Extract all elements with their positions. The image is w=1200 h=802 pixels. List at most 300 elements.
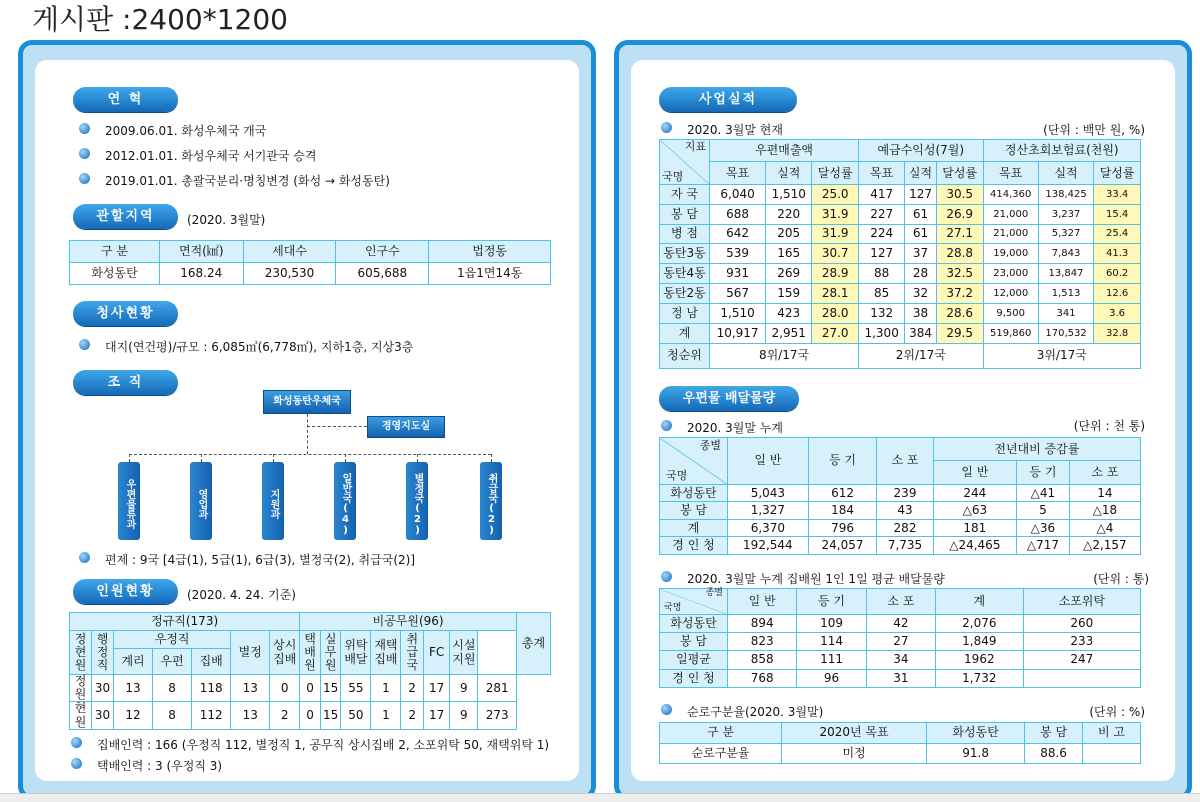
deliv-row	[660, 519, 1141, 537]
perf-row-cell: 3.6	[1094, 303, 1141, 323]
deliv-row-cell: 43	[877, 502, 933, 520]
avg-row-cell: 247	[1023, 651, 1140, 669]
perf-row-cell: 2,951	[766, 323, 812, 343]
staff-header: 인원현황	[73, 579, 178, 604]
perf-row	[660, 184, 1141, 204]
history-item: 2009.06.01. 화성우체국 개국	[79, 122, 266, 139]
staff-th: 계리	[114, 649, 153, 675]
perf-row-cell: 28.0	[812, 303, 859, 323]
perf-row-cell: 414,360	[983, 184, 1038, 204]
avg-row-cell: 일평균	[660, 651, 728, 669]
deliv-row-cell: 24,057	[808, 537, 877, 555]
perf-row-cell: 32.8	[1094, 323, 1141, 343]
perf-row-cell: 127	[859, 244, 905, 264]
deliv-row-cell: 계	[660, 519, 728, 537]
perf-row-cell: 37.2	[936, 284, 983, 304]
perf-row-cell: 159	[766, 284, 812, 304]
deliv-corner-bottom: 국명	[666, 468, 688, 482]
perf-row-cell: 41.3	[1094, 244, 1141, 264]
perf-row-cell: 12.6	[1094, 284, 1141, 304]
org-line	[307, 414, 308, 454]
perf-row-cell: 봉 담	[660, 204, 710, 224]
deliv-row-cell: 5	[1016, 502, 1069, 520]
perf-row-cell: 15.4	[1094, 204, 1141, 224]
avg-row-cell: 27	[866, 633, 935, 651]
area-th: 인구수	[336, 241, 429, 263]
perf-row-cell: 동탄4동	[660, 264, 710, 284]
org-header: 조 직	[73, 370, 178, 395]
route-th: 봉 담	[1025, 723, 1083, 744]
staff-th: 시설지원	[450, 631, 478, 675]
staff-td: 2	[401, 675, 424, 702]
staff-td: 0	[270, 675, 300, 702]
perf-row-cell: 자 국	[660, 184, 710, 204]
deliv-row-cell: 7,735	[877, 537, 933, 555]
staff-td: 2	[401, 702, 424, 729]
route-table	[659, 722, 1141, 764]
perf-sub: 목표	[859, 162, 905, 184]
perf-row-cell: 60.2	[1094, 264, 1141, 284]
area-th: 구 분	[70, 241, 160, 263]
avg-row-cell	[1023, 669, 1140, 687]
perf-row-cell: 37	[905, 244, 937, 264]
perf-row-cell: 127	[905, 184, 937, 204]
staff-th: 재택집배	[371, 631, 401, 675]
perf-row-cell: 동탄3동	[660, 244, 710, 264]
avg-row-cell: 1962	[936, 651, 1024, 669]
avg-row-cell: 2,076	[936, 614, 1024, 632]
avg-row-cell: 858	[728, 651, 797, 669]
perf-group: 우편매출액	[710, 140, 859, 162]
perf-rank: 8위/17국	[710, 343, 859, 368]
perf-rank: 2위/17국	[859, 343, 983, 368]
org-unit: 일반국(4)	[334, 462, 356, 540]
perf-row-cell: 224	[859, 224, 905, 244]
perf-row-cell: 3,237	[1038, 204, 1093, 224]
perf-date: 2020. 3월말 현재	[661, 121, 783, 138]
perf-row-cell: 170,532	[1038, 323, 1093, 343]
perf-row-cell: 567	[710, 284, 766, 304]
area-td: 168.24	[160, 263, 244, 285]
deliv-corner-top: 종별	[699, 439, 721, 452]
deliv-row	[660, 502, 1141, 520]
avg-row-cell: 768	[728, 669, 797, 687]
avg-row-cell: 경 인 청	[660, 669, 728, 687]
perf-row	[660, 284, 1141, 304]
staff-th: 상시집배	[270, 631, 300, 675]
perf-row-cell: 132	[859, 303, 905, 323]
perf-sub: 목표	[983, 162, 1038, 184]
staff-th: 집배	[192, 649, 231, 675]
org-note: 편제 : 9국 [4급(1), 5급(1), 6급(3), 별정국(2), 취급국(2)]	[79, 551, 415, 568]
staff-td: 현원	[70, 702, 92, 729]
deliv-row-cell: 181	[933, 519, 1016, 537]
perf-row-cell: 21,000	[983, 204, 1038, 224]
perf-row-cell: 61	[905, 224, 937, 244]
perf-row-cell: 539	[710, 244, 766, 264]
staff-td: 8	[153, 675, 192, 702]
staff-td: 12	[114, 702, 153, 729]
area-header: 관할지역	[73, 204, 178, 229]
perf-sub: 달성률	[1094, 162, 1141, 184]
perf-row-cell: 28.8	[936, 244, 983, 264]
deliv-row-cell: 경 인 청	[660, 537, 728, 555]
perf-rank-label: 청순위	[660, 343, 710, 368]
staff-th: 우정직	[114, 631, 231, 649]
avg-row	[660, 633, 1141, 651]
deliv-th: 등 기	[1016, 461, 1069, 484]
staff-th: 택배원	[300, 631, 321, 675]
avg-row-cell: 96	[797, 669, 866, 687]
staff-td: 8	[153, 702, 192, 729]
left-panel-inner	[35, 60, 579, 781]
perf-row-cell: 28	[905, 264, 937, 284]
perf-row-cell: 12,000	[983, 284, 1038, 304]
perf-row-cell: 25.0	[812, 184, 859, 204]
deliv-date: 2020. 3월말 누계	[661, 419, 783, 436]
deliv-row-cell: 184	[808, 502, 877, 520]
perf-row-cell: 병 점	[660, 224, 710, 244]
staff-th: 별정	[231, 631, 270, 675]
staff-table	[69, 612, 551, 730]
staff-td: 정원	[70, 675, 92, 702]
org-top-box: 화성동탄우체국	[263, 390, 351, 414]
staff-td: 17	[424, 675, 450, 702]
perf-row-cell: 10,917	[710, 323, 766, 343]
perf-row-cell: 423	[766, 303, 812, 323]
staff-td: 2	[270, 702, 300, 729]
avg-row-cell: 봉 담	[660, 633, 728, 651]
org-line	[273, 454, 274, 462]
deliv-row-cell: 봉 담	[660, 502, 728, 520]
route-td: 미정	[782, 744, 927, 764]
deliv-row-cell: 239	[877, 484, 933, 502]
deliv-th: 소 포	[877, 438, 933, 485]
perf-row-cell: 417	[859, 184, 905, 204]
avg-row-cell: 894	[728, 614, 797, 632]
perf-row-cell: 29.5	[936, 323, 983, 343]
staff-td: 9	[450, 675, 478, 702]
staff-td: 112	[192, 702, 231, 729]
perf-row-cell: 19,000	[983, 244, 1038, 264]
avg-row	[660, 614, 1141, 632]
avg-row-cell: 31	[866, 669, 935, 687]
staff-td: 1	[371, 675, 401, 702]
avg-row-cell: 823	[728, 633, 797, 651]
perf-corner	[660, 140, 710, 185]
staff-td: 55	[341, 675, 371, 702]
perf-unit: (단위 : 백만 원, %)	[1043, 123, 1145, 137]
route-th: 화성동탄	[927, 723, 1025, 744]
staff-th: 정현원	[70, 631, 92, 675]
area-td: 230,530	[243, 263, 336, 285]
left-panel	[18, 40, 596, 800]
staff-th: 비공무원(96)	[300, 613, 517, 631]
perf-row-cell: 1,513	[1038, 284, 1093, 304]
area-th: 법정동	[429, 241, 551, 263]
staff-td: 1	[371, 702, 401, 729]
deliv-row-cell: 1,327	[728, 502, 809, 520]
perf-row-cell: 38	[905, 303, 937, 323]
perf-row-cell: 9,500	[983, 303, 1038, 323]
perf-row	[660, 323, 1141, 343]
perf-sub: 실적	[766, 162, 812, 184]
deliv-row-cell: 화성동탄	[660, 484, 728, 502]
area-td: 화성동탄	[70, 263, 160, 285]
route-th: 구 분	[660, 723, 782, 744]
org-line	[307, 426, 367, 427]
avg-row-cell: 34	[866, 651, 935, 669]
perf-row-cell: 정 남	[660, 303, 710, 323]
perf-row-cell: 동탄2동	[660, 284, 710, 304]
avg-corner	[660, 589, 728, 615]
deliv-header: 우편물 배달물량	[659, 386, 799, 411]
perf-row-cell: 31.9	[812, 224, 859, 244]
perf-row-cell: 88	[859, 264, 905, 284]
staff-row	[70, 675, 551, 702]
deliv-table	[659, 437, 1141, 555]
staff-td: 0	[300, 675, 321, 702]
avg-unit: (단위 : 통)	[1093, 572, 1149, 586]
org-line	[129, 454, 130, 462]
perf-row-cell: 13,847	[1038, 264, 1093, 284]
avg-th: 등 기	[797, 589, 866, 615]
org-side-box: 경영지도실	[367, 416, 445, 438]
deliv-row	[660, 537, 1141, 555]
perf-row-cell: 32.5	[936, 264, 983, 284]
building-text: 대지(연건평)/규모 : 6,085㎡(6,778㎡), 지하1층, 지상3층	[79, 338, 413, 355]
staff-td: 30	[92, 675, 114, 702]
route-td: 88.6	[1025, 744, 1083, 764]
avg-row-cell: 233	[1023, 633, 1140, 651]
deliv-row-cell: 796	[808, 519, 877, 537]
route-td: 순로구분율	[660, 744, 782, 764]
perf-group: 예금수익성(7월)	[859, 140, 983, 162]
avg-row-cell: 1,732	[936, 669, 1024, 687]
staff-td: 0	[300, 702, 321, 729]
avg-th: 일 반	[728, 589, 797, 615]
perf-row-cell: 220	[766, 204, 812, 224]
deliv-th: 소 포	[1069, 461, 1140, 484]
area-th: 면적(㎢)	[160, 241, 244, 263]
perf-row	[660, 303, 1141, 323]
avg-row-cell: 114	[797, 633, 866, 651]
avg-corner-bottom: 국명	[664, 602, 682, 613]
perf-row-cell: 27.0	[812, 323, 859, 343]
deliv-th: 일 반	[933, 461, 1016, 484]
avg-row-cell: 42	[866, 614, 935, 632]
perf-group: 정산초회보험료(천원)	[983, 140, 1140, 162]
perf-row-cell: 1,510	[710, 303, 766, 323]
right-panel	[614, 40, 1192, 800]
deliv-row	[660, 484, 1141, 502]
perf-sub: 실적	[905, 162, 937, 184]
org-line	[491, 454, 492, 462]
deliv-row-cell: 612	[808, 484, 877, 502]
perf-row-cell: 28.9	[812, 264, 859, 284]
perf-row	[660, 224, 1141, 244]
perf-sub: 실적	[1038, 162, 1093, 184]
deliv-row-cell: △24,465	[933, 537, 1016, 555]
staff-td: 13	[231, 702, 270, 729]
org-line	[345, 454, 346, 462]
perf-row-cell: 27.1	[936, 224, 983, 244]
staff-th: 정규직(173)	[70, 613, 300, 631]
deliv-row-cell: △36	[1016, 519, 1069, 537]
staff-note-1: 집배인력 : 166 (우정직 112, 별정직 1, 공무직 상시집배 2, 소포위탁 50, 재택위탁 1)	[71, 736, 549, 753]
perf-row-cell: 205	[766, 224, 812, 244]
perf-row-cell: 6,040	[710, 184, 766, 204]
perf-row-cell: 1,510	[766, 184, 812, 204]
perf-row-cell: 931	[710, 264, 766, 284]
perf-row-cell: 519,860	[983, 323, 1038, 343]
history-header: 연 혁	[73, 87, 178, 112]
avg-row-cell: 111	[797, 651, 866, 669]
org-unit: 취급국(2)	[480, 462, 502, 540]
staff-th: 실무원	[320, 631, 341, 675]
deliv-row-cell: △18	[1069, 502, 1140, 520]
staff-td: 13	[114, 675, 153, 702]
perf-row-cell: 계	[660, 323, 710, 343]
staff-td: 13	[231, 675, 270, 702]
staff-date: (2020. 4. 24. 기준)	[187, 588, 296, 602]
deliv-row-cell: 6,370	[728, 519, 809, 537]
deliv-unit: (단위 : 천 통)	[1073, 419, 1145, 433]
perf-table	[659, 139, 1141, 369]
perf-row-cell: 384	[905, 323, 937, 343]
deliv-th: 전년대비 증감률	[933, 438, 1140, 461]
staff-th: FC	[424, 631, 450, 675]
deliv-row-cell: 192,544	[728, 537, 809, 555]
deliv-th: 일 반	[728, 438, 809, 485]
staff-th: 행정직	[92, 631, 114, 675]
staff-td: 273	[478, 702, 517, 729]
deliv-row-cell: 244	[933, 484, 1016, 502]
org-line	[201, 454, 202, 462]
avg-row-cell: 260	[1023, 614, 1140, 632]
route-date: 순로구분율(2020. 3월말)	[661, 703, 823, 720]
perf-rank: 3위/17국	[983, 343, 1140, 368]
avg-th: 소포위탁	[1023, 589, 1140, 615]
deliv-th: 등 기	[808, 438, 877, 485]
perf-row-cell: 1,300	[859, 323, 905, 343]
perf-row-cell: 7,843	[1038, 244, 1093, 264]
staff-td: 50	[341, 702, 371, 729]
perf-row-cell: 642	[710, 224, 766, 244]
building-header: 청사현황	[73, 301, 178, 326]
avg-row-cell: 화성동탄	[660, 614, 728, 632]
org-unit: 별정국(2)	[406, 462, 428, 540]
avg-table	[659, 588, 1141, 688]
perf-corner-top: 지표	[684, 140, 706, 153]
avg-row-cell: 1,849	[936, 633, 1024, 651]
perf-row-cell: 28.6	[936, 303, 983, 323]
org-line	[129, 454, 491, 455]
avg-row	[660, 669, 1141, 687]
horizontal-scrollbar[interactable]	[0, 793, 1200, 802]
perf-row-cell: 688	[710, 204, 766, 224]
staff-td: 15	[320, 675, 341, 702]
org-line	[417, 454, 418, 462]
staff-th: 취급국	[401, 631, 424, 675]
perf-row-cell: 269	[766, 264, 812, 284]
perf-row-cell: 30.7	[812, 244, 859, 264]
perf-sub: 목표	[710, 162, 766, 184]
perf-row-cell: 30.5	[936, 184, 983, 204]
staff-td: 118	[192, 675, 231, 702]
staff-th: 우편	[153, 649, 192, 675]
perf-row-cell: 25.4	[1094, 224, 1141, 244]
perf-row-cell: 227	[859, 204, 905, 224]
deliv-row-cell: △2,157	[1069, 537, 1140, 555]
area-th: 세대수	[243, 241, 336, 263]
deliv-corner	[660, 438, 728, 485]
perf-row-cell: 5,327	[1038, 224, 1093, 244]
perf-row-cell: 61	[905, 204, 937, 224]
perf-row-cell: 28.1	[812, 284, 859, 304]
deliv-row-cell: 14	[1069, 484, 1140, 502]
area-td: 605,688	[336, 263, 429, 285]
route-td	[1083, 744, 1141, 764]
perf-row-cell: 85	[859, 284, 905, 304]
deliv-row-cell: △717	[1016, 537, 1069, 555]
org-unit: 영업과	[190, 462, 212, 540]
avg-row	[660, 651, 1141, 669]
route-td: 91.8	[927, 744, 1025, 764]
staff-note-2: 택배인력 : 3 (우정직 3)	[71, 757, 222, 774]
avg-th: 소 포	[866, 589, 935, 615]
avg-th: 계	[936, 589, 1024, 615]
deliv-row-cell: △4	[1069, 519, 1140, 537]
right-panel-inner	[631, 60, 1175, 781]
deliv-row-cell: 5,043	[728, 484, 809, 502]
perf-row-cell: 31.9	[812, 204, 859, 224]
route-th: 2020년 목표	[782, 723, 927, 744]
perf-row	[660, 204, 1141, 224]
perf-row-cell: 23,000	[983, 264, 1038, 284]
perf-row-cell: 138,425	[1038, 184, 1093, 204]
route-th: 비 고	[1083, 723, 1141, 744]
perf-row-cell: 21,000	[983, 224, 1038, 244]
perf-header: 사업실적	[659, 87, 797, 112]
deliv-row-cell: △41	[1016, 484, 1069, 502]
route-unit: (단위 : %)	[1089, 705, 1145, 719]
avg-corner-top: 종별	[705, 588, 723, 598]
deliv-row-cell: △63	[933, 502, 1016, 520]
avg-date: 2020. 3월말 누계 집배원 1인 1일 평균 배달물량	[661, 570, 945, 587]
staff-td: 17	[424, 702, 450, 729]
staff-td: 281	[478, 675, 517, 702]
org-unit: 우편물류과	[118, 462, 140, 540]
area-table	[69, 240, 551, 285]
perf-corner-bottom: 국명	[662, 169, 684, 183]
perf-sub: 달성률	[812, 162, 859, 184]
perf-sub: 달성률	[936, 162, 983, 184]
staff-td: 30	[92, 702, 114, 729]
org-unit: 지원과	[262, 462, 284, 540]
area-date: (2020. 3월말)	[187, 213, 266, 227]
perf-row-cell: 32	[905, 284, 937, 304]
perf-row-cell: 341	[1038, 303, 1093, 323]
perf-row	[660, 264, 1141, 284]
perf-row-cell: 33.4	[1094, 184, 1141, 204]
perf-row-cell: 165	[766, 244, 812, 264]
staff-th: 총계	[517, 613, 551, 675]
staff-row	[70, 702, 551, 729]
deliv-row-cell: 282	[877, 519, 933, 537]
perf-row	[660, 244, 1141, 264]
staff-td: 9	[450, 702, 478, 729]
